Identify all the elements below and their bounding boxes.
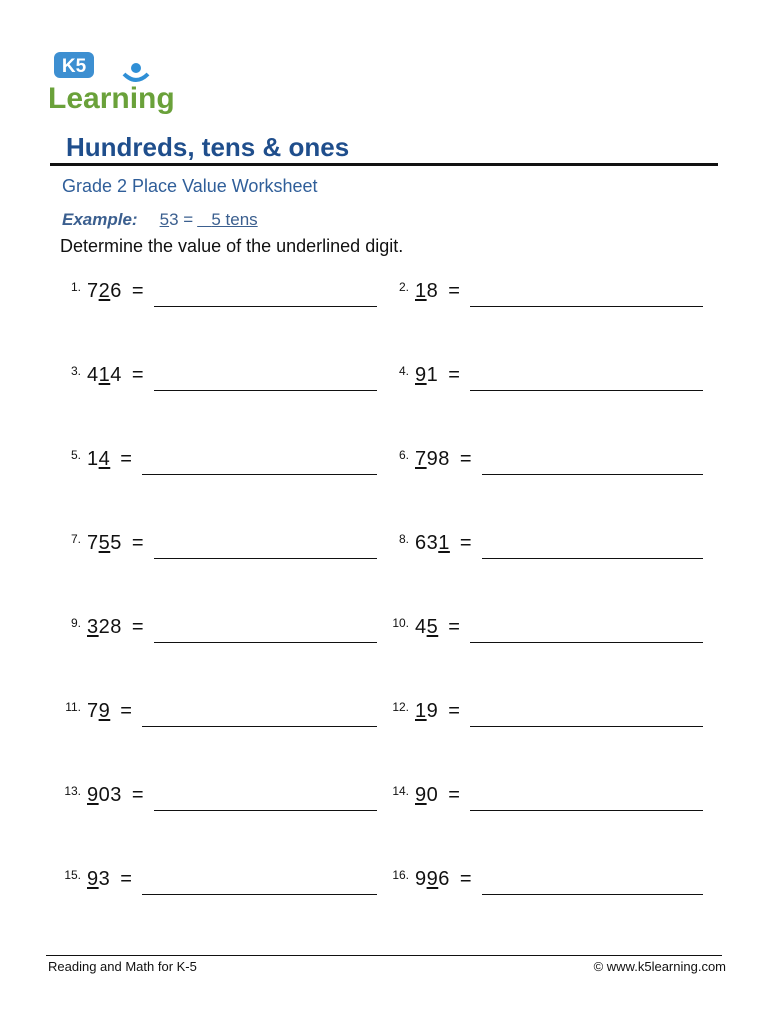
example-underlined-digit: 5 [159,210,170,229]
problem-value: 755 [87,532,122,554]
problem-number: 11. [65,700,81,714]
problem-item [398,364,703,394]
example-number: 53 = [159,210,194,229]
underlined-digit: 2 [98,280,111,302]
underlined-digit: 1 [415,280,427,302]
answer-blank[interactable] [482,558,703,559]
logo-graphic [46,48,191,116]
logo-figure-head [131,63,141,73]
logo-badge-text: K5 [61,56,87,77]
equals-sign: = [459,448,472,470]
underlined-digit: 9 [426,868,439,890]
problem-number: 9. [70,616,81,630]
problem-item [392,616,703,646]
equals-sign: = [459,868,472,890]
problem-number: 16. [392,868,409,882]
problem-number: 13. [64,784,81,798]
answer-blank[interactable] [142,726,377,727]
answer-blank[interactable] [482,894,703,895]
logo-word: Learning [48,82,175,115]
equals-sign: = [131,784,144,806]
problem-value: 18 [415,280,439,302]
problem-value: 14 [87,448,111,470]
underlined-digit: 1 [438,532,450,554]
underlined-digit: 9 [98,700,111,722]
problem-value: 19 [415,700,439,722]
problem-number: 7. [70,532,81,546]
problem-value: 79 [87,700,111,722]
equals-sign: = [448,364,460,386]
logo-figure-arms [124,74,148,80]
problem-number: 12. [392,700,409,714]
problem-item [70,532,377,562]
problem-item [70,364,377,394]
underlined-digit: 5 [98,532,111,554]
answer-blank[interactable] [482,474,703,475]
equals-sign: = [448,700,460,722]
title-divider [50,163,718,166]
problem-value: 328 [87,616,122,638]
answer-blank[interactable] [470,810,703,811]
underlined-digit: 9 [415,364,427,386]
answer-blank[interactable] [154,642,377,643]
problem-item [398,532,703,562]
problem-number: 5. [70,448,81,462]
problem-item [70,448,377,478]
problem-number: 4. [398,364,409,378]
answer-blank[interactable] [470,306,703,307]
equals-sign: = [448,280,460,302]
underlined-digit: 1 [415,700,427,722]
underlined-digit: 9 [87,868,99,890]
worksheet-subtitle: Grade 2 Place Value Worksheet [62,176,318,196]
equals-sign: = [459,532,472,554]
problem-item [70,616,377,646]
problem-value: 45 [415,616,439,638]
equals-sign: = [131,616,144,638]
problem-number: 1. [70,280,81,294]
problem-item [392,784,703,814]
problem-number: 15. [64,868,81,882]
example-label: Example: [62,210,138,229]
equals-sign: = [448,616,460,638]
footer-copyright: © www.k5learning.com [593,959,726,974]
underlined-digit: 1 [98,364,111,386]
underlined-digit: 9 [87,784,99,806]
problem-number: 2. [398,280,409,294]
answer-blank[interactable] [470,726,703,727]
underlined-digit: 4 [98,448,111,470]
problem-value: 996 [415,868,450,890]
problem-item [70,280,377,310]
worksheet-title: Hundreds, tens & ones [66,132,350,162]
problem-value: 726 [87,280,122,302]
footer-tagline: Reading and Math for K-5 [48,959,197,974]
problem-number: 3. [70,364,81,378]
problem-value: 91 [415,364,439,386]
equals-sign: = [120,448,132,470]
problem-item [392,868,703,898]
problem-value: 90 [415,784,439,806]
problem-number: 14. [392,784,409,798]
footer-divider [46,955,722,956]
answer-blank[interactable] [154,390,377,391]
example-answer: 5 tens [211,210,258,229]
underlined-digit: 3 [87,616,99,638]
underlined-digit: 9 [415,784,427,806]
problem-value: 414 [87,364,122,386]
underlined-digit: 5 [426,616,439,638]
instructions: Determine the value of the underlined digit. [60,236,404,256]
problem-value: 631 [415,532,450,554]
problem-value: 903 [87,784,122,806]
answer-blank[interactable] [154,558,377,559]
answer-blank[interactable] [142,474,377,475]
equals-sign: = [448,784,460,806]
problem-item [65,700,377,730]
equals-sign: = [131,364,144,386]
problem-item [392,700,703,730]
problem-number: 8. [398,532,409,546]
answer-blank[interactable] [154,306,377,307]
answer-blank[interactable] [154,810,377,811]
problem-item [398,448,703,478]
equals-sign: = [120,868,132,890]
problem-item [398,280,703,310]
underlined-digit: 7 [415,448,427,470]
problem-value: 798 [415,448,450,470]
example-line [62,210,258,230]
problem-number: 10. [392,616,409,630]
equals-sign: = [131,280,144,302]
answer-blank[interactable] [470,390,703,391]
problem-number: 6. [398,448,409,462]
problem-item [64,868,377,898]
equals-sign: = [120,700,132,722]
answer-blank[interactable] [142,894,377,895]
problem-item [64,784,377,814]
problem-value: 93 [87,868,111,890]
answer-blank[interactable] [470,642,703,643]
k5-learning-logo [46,48,191,116]
equals-sign: = [131,532,144,554]
